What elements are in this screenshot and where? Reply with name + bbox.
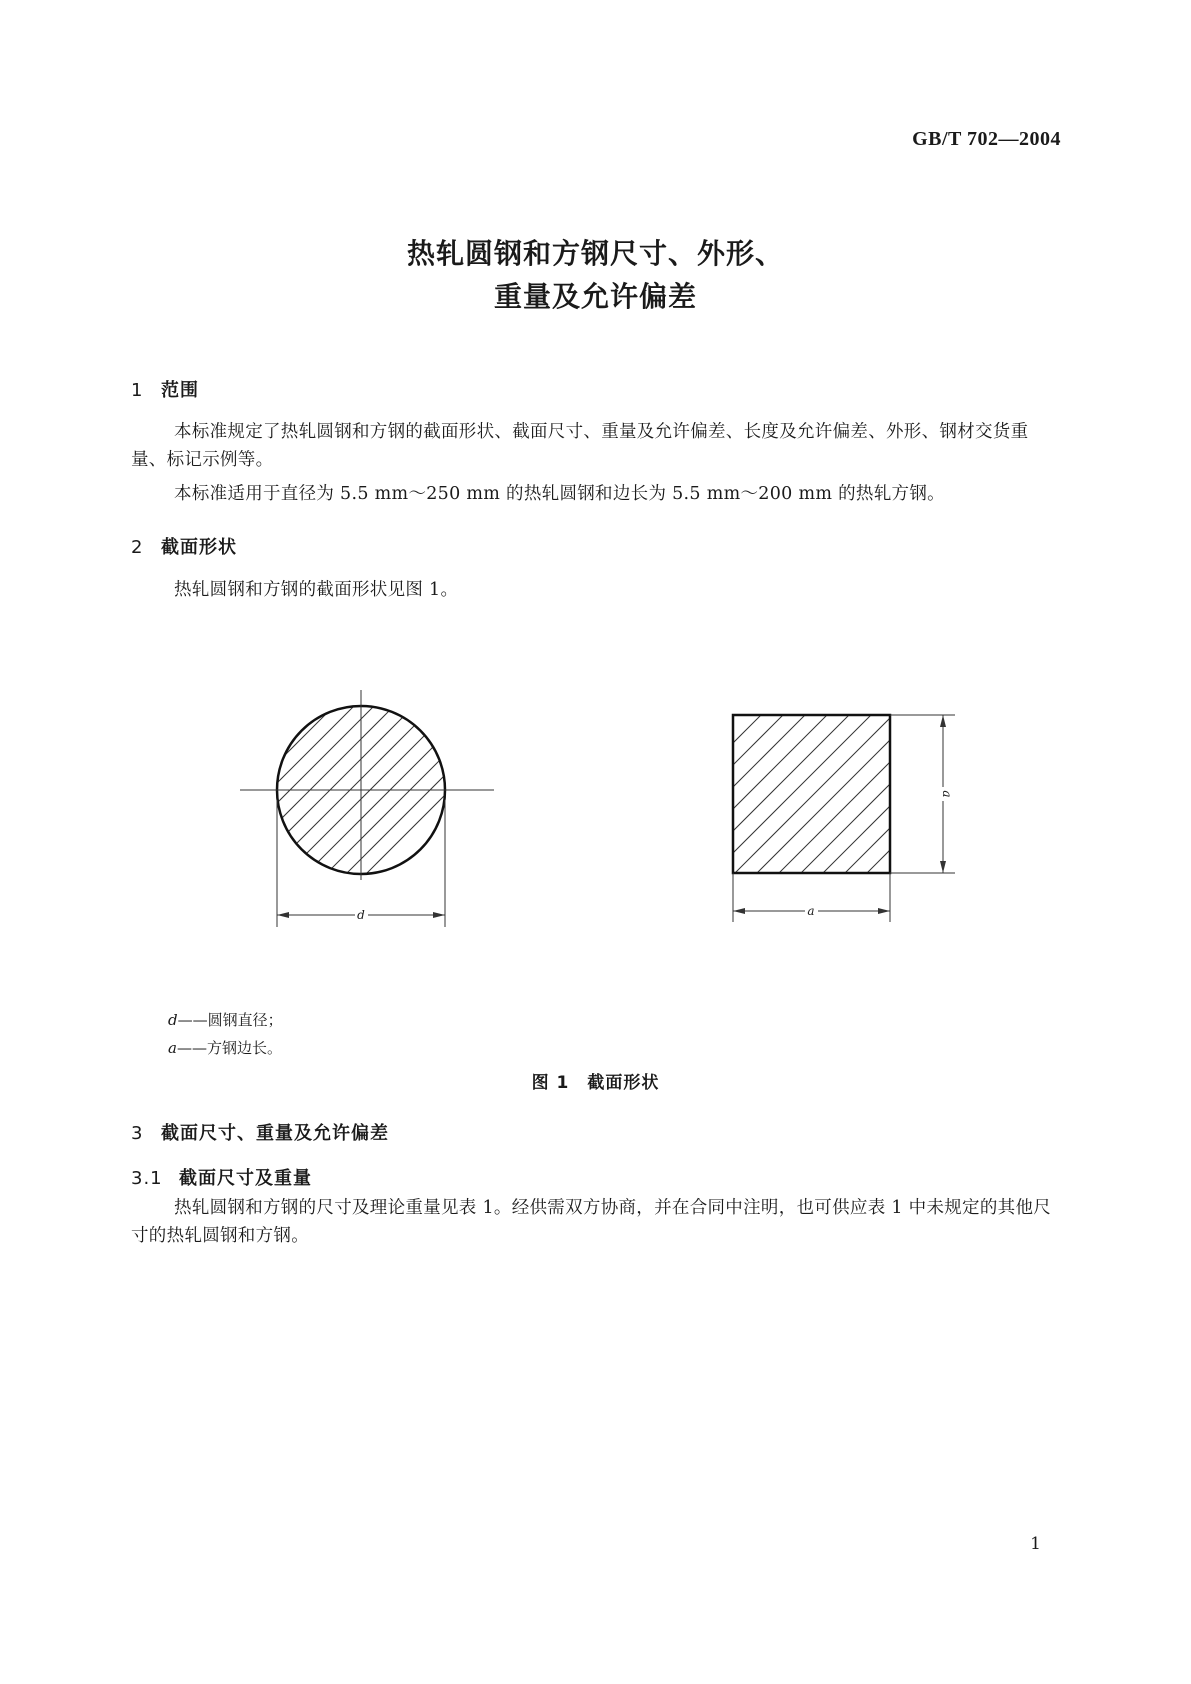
legend-text-d: ——圆钢直径； [177,1011,283,1029]
section-1-title: 范围 [161,380,199,401]
figure-1-caption: 图 1 截面形状 [531,1073,660,1093]
section-3-heading [131,1119,389,1145]
section-1-paragraph-1: 本标准规定了热轧圆钢和方钢的截面形状、截面尺寸、重量及允许偏差、长度及允许偏差、外形、钢材交货重量、标记示例等。 [131,422,1029,470]
section-2-paragraph-1: 热轧圆钢和方钢的截面形状见图 1。 [174,580,459,600]
page-number: 1 [1030,1534,1041,1554]
section-2-title: 截面形状 [161,537,237,558]
standard-number: GB/T 702—2004 [912,128,1061,150]
square-bar-section [596,700,1040,922]
figure-legend-a [168,1034,282,1062]
section-1-number: 1 [131,380,144,401]
legend-text-a: ——方钢边长。 [176,1039,282,1057]
legend-symbol-d: d [168,1011,178,1029]
legend-symbol-a: a [168,1039,177,1057]
dimension-label-a-vertical: a [940,790,954,798]
square-bar-outline [733,715,890,873]
dimension-label-a-horizontal: a [807,904,815,918]
section-3-1-title: 截面尺寸及重量 [179,1168,312,1189]
section-1-paragraph-2: 本标准适用于直径为 5.5 mm～250 mm 的热轧圆钢和边长为 5.5 mm～200 mm 的热轧方钢。 [174,484,945,504]
section-3-1-number: 3.1 [131,1168,163,1189]
dimension-label-d: d [357,908,365,922]
section-2-number: 2 [131,537,144,558]
document-title-line-1: 热轧圆钢和方钢尺寸、外形、 [406,237,784,270]
section-3-1-paragraph-1: 热轧圆钢和方钢的尺寸及理论重量见表 1。经供需双方协商，并在合同中注明，也可供应表 1 中未规定的其他尺寸的热轧圆钢和方钢。 [131,1198,1052,1246]
section-3-1-heading [131,1164,312,1190]
section-3-number: 3 [131,1123,144,1144]
document-title-line-2: 重量及允许偏差 [493,280,697,313]
round-bar-section [80,680,560,927]
section-3-title: 截面尺寸、重量及允许偏差 [161,1123,389,1144]
figure-legend-d [168,1006,283,1034]
